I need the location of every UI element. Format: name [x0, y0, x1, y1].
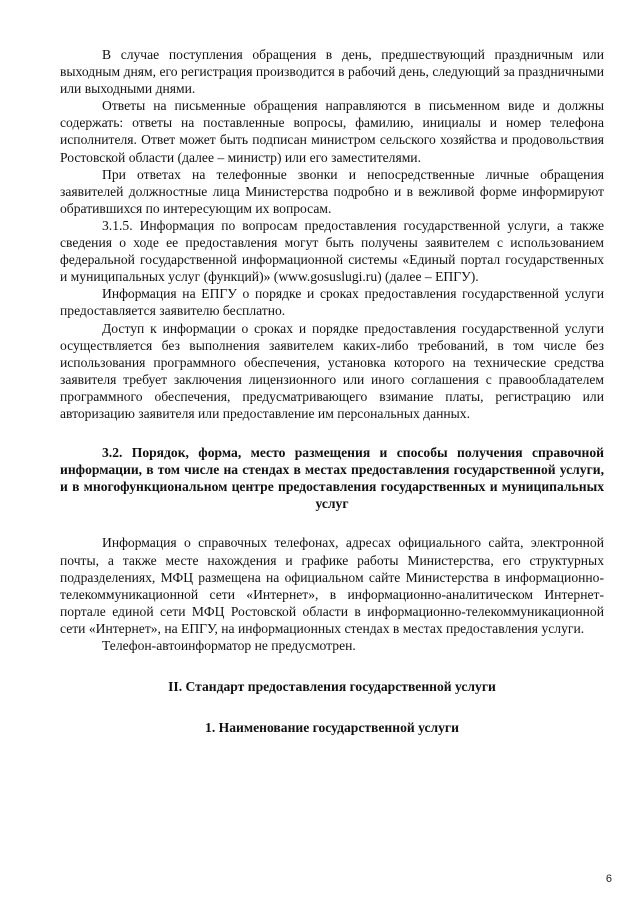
- paragraph-epgu-free: Информация на ЕПГУ о порядке и сроках предоставления государственной услуги предоставляется заявителю бесплатно.: [60, 286, 604, 319]
- paragraph-holiday-registration: В случае поступления обращения в день, предшествующий праздничным или выходным дням, его регистрация производится в рабочий день, следующий за праздничными или выходными днями.: [60, 47, 604, 97]
- paragraph-reference-info: Информация о справочных телефонах, адресах официального сайта, электронной почты, а также месте нахождения и графике работы Министерства, его структурных подразделениях, МФЦ размещена на официальном сайте Министерства в информационно-телекоммуникационной сети «Интернет», в информационно-аналитическом Интернет-портале единой сети МФЦ Ростовской области в информационно-телекоммуникационной сети «Интернет», на ЕПГУ, на информационных стендах в местах предоставления услуги.: [60, 535, 604, 636]
- subchapter-heading-1: 1. Наименование государственной услуги: [205, 720, 459, 736]
- paragraph-epgu-info: 3.1.5. Информация по вопросам предоставления государственной услуги, а также сведения о ходе ее предоставления могут быть получены заявителем с использованием федеральной государственной информационной системы «Единый портал государственных и муниципальных услуг (функций)» (www.gosuslugi.ru) (далее – ЕПГУ).: [60, 217, 604, 285]
- paragraph-written-replies: Ответы на письменные обращения направляются в письменном виде и должны содержать: ответы на поставленные вопросы, фамилию, инициалы и номер телефона исполнителя. Ответ может быть подписан министром сельского хозяйства и продовольствия Ростовской области (далее – министр) или его заместителями.: [60, 98, 604, 165]
- paragraph-phone-replies: При ответах на телефонные звонки и непосредственные личные обращения заявителей должностные лица Министерства подробно и в вежливой форме информируют обратившихся по интересующим их вопросам.: [60, 166, 604, 216]
- section-heading-3-2: 3.2. Порядок, форма, место размещения и способы получения справочной информации, в том числе на стендах в местах предоставления государственной услуги, и в многофункциональном центре предоставления государственных и муниципальных услуг: [60, 445, 604, 512]
- chapter-heading-ii: II. Стандарт предоставления государственной услуги: [168, 679, 496, 695]
- page-number: 6: [605, 873, 612, 885]
- paragraph-access-conditions: Доступ к информации о сроках и порядке предоставления государственной услуги осуществляется без выполнения заявителем каких-либо требований, в том числе без использования программного обеспечения, установка которого на технические средства заявителя требует заключения лицензионного или иного соглашения с правообладателем программного обеспечения, предусматривающего взимание платы, регистрацию или авторизацию заявителя или предоставление им персональных данных.: [60, 320, 604, 421]
- paragraph-autoinformer: Телефон-автоинформатор не предусмотрен.: [102, 638, 356, 653]
